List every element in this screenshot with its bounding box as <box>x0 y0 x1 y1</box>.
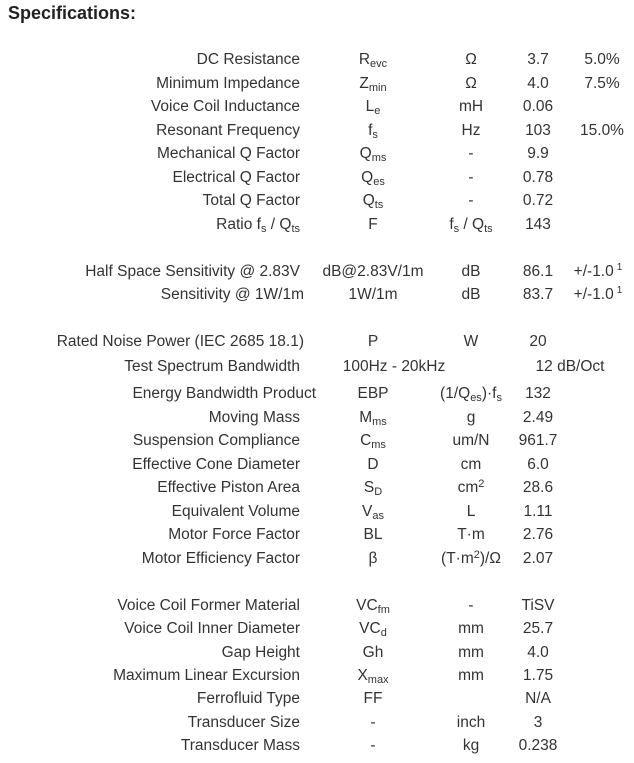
spec-symbol-sym: P <box>367 333 379 350</box>
spec-label <box>142 549 300 569</box>
spec-label-label: Minimum Impedance <box>156 75 300 92</box>
spec-symbol-sym: F <box>368 216 378 233</box>
spec-value: 1.11 <box>523 503 553 520</box>
spec-label <box>222 643 300 663</box>
spec-value: 143 <box>525 216 551 233</box>
spec-value: 3 <box>533 714 543 731</box>
spec-value: 1.75 <box>522 667 554 684</box>
spec-label-label: Suspension Compliance <box>132 432 300 449</box>
spec-unit-unit: - <box>468 192 474 209</box>
spec-symbol-sym: VC <box>359 620 381 637</box>
spec-value: 4.0 <box>527 644 549 661</box>
spec-unit-unit: f <box>449 216 454 233</box>
spec-label <box>132 384 316 404</box>
spec-value: 20 <box>529 333 547 350</box>
spec-symbol-sym: 1W/1m <box>348 286 398 303</box>
spec-label <box>132 455 300 475</box>
spec-value: 0.78 <box>522 169 554 186</box>
spec-unit-unit: Hz <box>461 122 481 139</box>
spec-label-label: Transducer Size <box>187 714 300 731</box>
spec-symbol-sym-sub: evc <box>370 58 388 70</box>
spec-symbol-sym: L <box>365 98 375 115</box>
spec-label <box>216 215 300 235</box>
spec-symbol-sym-sub: ms <box>371 152 387 164</box>
spec-value: TiSV <box>521 597 555 614</box>
spec-label-label: Total Q Factor <box>202 192 300 209</box>
spec-symbol-sym: 100Hz - 20kHz <box>342 358 446 375</box>
spec-unit-unit: kg <box>462 737 480 754</box>
spec-value: 2.76 <box>522 526 554 543</box>
spec-symbol-sym: Q <box>361 169 374 186</box>
spec-symbol-sym: Gh <box>362 644 384 661</box>
spec-unit-unit: mm <box>458 667 484 684</box>
spec-unit-unit: - <box>468 169 474 186</box>
spec-label <box>151 97 300 117</box>
spec-symbol-sym: Q <box>362 192 375 209</box>
spec-label <box>156 121 300 141</box>
footnote-marker: 1 <box>616 285 623 296</box>
spec-value: 103 <box>525 122 551 139</box>
spec-label-label: DC Resistance <box>196 51 300 68</box>
spec-label-label: Voice Coil Former Material <box>117 597 300 614</box>
spec-value: 4.0 <box>527 75 549 92</box>
spec-label-label: Gap Height <box>221 644 300 661</box>
spec-symbol-sym-sub: ms <box>372 416 387 428</box>
spec-tolerance <box>522 50 634 70</box>
spec-unit-unit: T·m <box>457 526 485 543</box>
spec-label <box>197 50 300 70</box>
spec-symbol-sym-sub: es <box>373 176 385 188</box>
spec-tolerance-value: +/-1.0 <box>573 263 614 280</box>
spec-value: 0.238 <box>518 737 558 754</box>
spec-unit-unit: inch <box>456 714 486 731</box>
spec-symbol <box>314 357 474 377</box>
spec-unit-unit: um/N <box>452 432 490 449</box>
spec-label <box>57 332 304 352</box>
spec-unit-unit: (1/Q <box>440 385 471 402</box>
spec-symbol-sym: S <box>363 479 375 496</box>
spec-label-label: Mechanical Q Factor <box>157 145 300 162</box>
spec-label <box>157 478 300 498</box>
spec-symbol-sym: Z <box>359 75 369 92</box>
spec-symbol-sym-sub: max <box>367 674 389 686</box>
spec-unit-unit: dB <box>461 263 481 280</box>
spec-symbol-sym-sub: ts <box>374 199 384 211</box>
spec-label-label: Ratio f <box>216 216 261 233</box>
spec-value: 0.06 <box>522 98 554 115</box>
spec-tolerance-value: 15.0% <box>580 122 624 139</box>
spec-value: 2.49 <box>522 409 554 426</box>
spec-unit-unit: W <box>463 333 479 350</box>
spec-label-label: Electrical Q Factor <box>172 169 300 186</box>
spec-symbol-sym: VC <box>356 597 378 614</box>
spec-value: 3.7 <box>527 51 549 68</box>
spec-label-label-sub: s <box>260 223 267 235</box>
spec-symbol-sym: Q <box>359 145 372 162</box>
spec-unit-unit: cm <box>460 456 482 473</box>
spec-value: 6.0 <box>527 456 549 473</box>
spec-value: N/A <box>525 690 551 707</box>
spec-label <box>188 713 300 733</box>
spec-label <box>156 74 300 94</box>
spec-symbol-sym: C <box>360 432 372 449</box>
spec-label <box>85 262 300 282</box>
spec-label-label: Effective Piston Area <box>157 479 300 496</box>
spec-label-label: Maximum Linear Excursion <box>113 667 300 684</box>
spec-label-label: Sensitivity @ 1W/1m <box>160 286 304 303</box>
spec-unit-unit: mH <box>458 98 484 115</box>
spec-value: 961.7 <box>518 432 558 449</box>
spec-tolerance-value: 5.0% <box>584 51 620 68</box>
spec-symbol-sym: V <box>362 503 373 520</box>
spec-unit-unit-sup: 2 <box>473 549 480 561</box>
spec-tolerance <box>522 74 634 94</box>
spec-label-label: Test Spectrum Bandwidth <box>124 358 300 375</box>
spec-unit-unit: g <box>466 409 476 426</box>
spec-unit-unit: mm <box>458 644 484 661</box>
spec-symbol-sym: M <box>359 409 373 426</box>
spec-symbol <box>293 689 453 709</box>
spec-symbol-sym: FF <box>363 690 383 707</box>
spec-unit-unit-sub2: s <box>496 392 502 404</box>
spec-symbol-sym-sub: D <box>374 486 383 498</box>
spec-unit-unit: - <box>468 145 474 162</box>
spec-label <box>168 525 300 545</box>
spec-label <box>197 689 300 709</box>
footnote-marker: 1 <box>616 262 623 273</box>
section-heading: Specifications: <box>8 3 137 23</box>
spec-label <box>172 502 300 522</box>
spec-label-label: Moving Mass <box>208 409 300 426</box>
spec-label-label: Transducer Mass <box>180 737 300 754</box>
spec-label <box>124 357 300 377</box>
spec-label <box>117 596 300 616</box>
spec-tolerance <box>518 262 634 284</box>
spec-unit-unit-sub: s <box>453 223 460 235</box>
spec-symbol-sym-sub: ms <box>371 439 386 451</box>
spec-label <box>173 168 300 188</box>
spec-unit-unit-tail: )·f <box>481 385 497 402</box>
spec-label-label: Motor Force Factor <box>168 526 300 543</box>
spec-symbol-sym: f <box>368 122 373 139</box>
spec-value: 86.1 <box>522 263 554 280</box>
spec-label-label: Effective Cone Diameter <box>132 456 300 473</box>
spec-label <box>209 408 300 428</box>
spec-unit-unit: mm <box>458 620 484 637</box>
spec-tolerance <box>522 121 634 141</box>
spec-unit-unit: cm <box>457 479 479 496</box>
spec-label <box>124 619 300 639</box>
spec-unit-unit: dB <box>461 286 481 303</box>
spec-unit-unit-sub2: ts <box>484 223 493 235</box>
spec-value: 83.7 <box>522 286 554 303</box>
spec-label-label: Equivalent Volume <box>171 503 300 520</box>
spec-value: 25.7 <box>522 620 554 637</box>
spec-label-label: Energy Bandwidth Product <box>132 385 316 402</box>
spec-label <box>203 191 300 211</box>
spec-label-label: Ferrofluid Type <box>196 690 300 707</box>
spec-symbol-sym: X <box>357 667 368 684</box>
spec-unit-unit: (T·m <box>441 550 474 567</box>
spec-value: 28.6 <box>522 479 554 496</box>
spec-label-label-sub2: ts <box>291 223 300 235</box>
spec-label <box>133 431 300 451</box>
spec-unit-unit: Ω <box>465 51 477 68</box>
spec-label-label: Resonant Frequency <box>156 122 300 139</box>
spec-symbol-sym: β <box>368 550 378 567</box>
spec-label-label: Motor Efficiency Factor <box>141 550 300 567</box>
spec-value: 0.72 <box>522 192 554 209</box>
spec-label <box>157 144 300 164</box>
spec-tolerance <box>518 285 634 307</box>
spec-symbol-sym-sub: min <box>368 82 387 94</box>
spec-label-label: Voice Coil Inner Diameter <box>124 620 300 637</box>
spec-label <box>161 285 304 305</box>
spec-unit-unit: - <box>468 597 474 614</box>
spec-symbol-sym: R <box>358 51 371 68</box>
spec-value: 12 dB/Oct <box>535 358 605 375</box>
spec-label-label-tail: / Q <box>266 216 292 233</box>
spec-symbol-sym: BL <box>363 526 383 543</box>
spec-value: 2.07 <box>522 550 554 567</box>
spec-symbol-sym: EBP <box>357 385 389 402</box>
spec-value: 9.9 <box>527 145 549 162</box>
spec-symbol-sym: - <box>370 714 376 731</box>
spec-symbol-sym: - <box>370 737 376 754</box>
spec-tolerance-value: 7.5% <box>584 75 620 92</box>
spec-unit-unit-tail: )/Ω <box>479 550 501 567</box>
spec-symbol-sym-sub: fm <box>377 604 390 616</box>
spec-value: 132 <box>525 385 551 402</box>
spec-symbol-sym: D <box>367 456 379 473</box>
spec-symbol-sym-sub: d <box>380 627 387 639</box>
spec-unit-unit-tail: / Q <box>459 216 485 233</box>
spec-unit-unit: Ω <box>465 75 477 92</box>
spec-label <box>113 666 300 686</box>
spec-symbol-sym: dB@2.83V/1m <box>322 263 424 280</box>
spec-tolerance-value: +/-1.0 <box>573 286 614 303</box>
spec-symbol-sym-sub: e <box>374 105 381 117</box>
spec-unit-unit: L <box>466 503 476 520</box>
spec-label-label: Half Space Sensitivity @ 2.83V <box>85 263 300 280</box>
spec-symbol-sym-sub: s <box>372 129 378 141</box>
spec-symbol-sym-sub: as <box>372 510 384 522</box>
spec-unit-unit-sub: es <box>470 392 482 404</box>
spec-label-label: Voice Coil Inductance <box>150 98 300 115</box>
spec-label <box>181 736 300 756</box>
spec-label-label: Rated Noise Power (IEC 2685 18.1) <box>56 333 304 350</box>
spec-unit-unit-sup: 2 <box>478 478 485 490</box>
